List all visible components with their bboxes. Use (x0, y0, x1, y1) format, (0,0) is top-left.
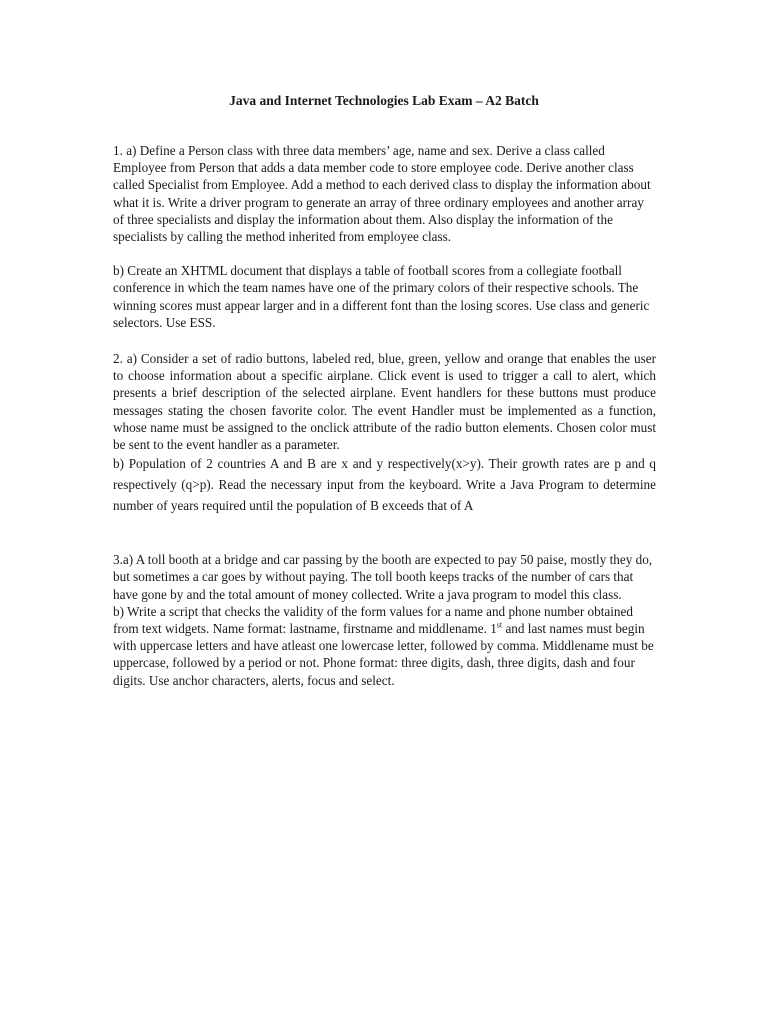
question-2a: 2. a) Consider a set of radio buttons, labeled red, blue, green, yellow and orange that enables the user to choose information about a specific airplane. Click event is used to trigger a call to alert, which presents a brief description of the selected airplane. Event handlers for these buttons must produce messages stating the chosen favorite color. The event Handler must be implemented as a function, whose name must be assigned to the onclick attribute of the radio button elements. Chosen color must be sent to the event handler as a parameter. (113, 351, 656, 453)
question-3b-text-end: and last names must begin with uppercase letters and have atleast one lowercase letter, followed by comma. Middlename must be uppercase, followed by a period or not. Phone format: three digits, dash, three digits, dash and four digits. Use anchor characters, alerts, focus and select. (113, 621, 654, 688)
question-1b: b) Create an XHTML document that displays a table of football scores from a collegiate football conference in which the team names have one of the primary colors of their respective schools. The winning scores must appear larger and in a different font than the losing scores. Use class and generic selectors. Use ESS. (113, 263, 650, 330)
question-1a: 1. a) Define a Person class with three data members’ age, name and sex. Derive a class called Employee from Person that adds a data member code to store employee code. Derive another class called Specialist from Employee. Add a method to each derived class to display the information about what it is. Write a driver program to generate an array of three ordinary employees and another array of three specialists and display the information about them. Also display the information of the specialists by calling the method inherited from employee class. (113, 143, 651, 245)
document-title: Java and Internet Technologies Lab Exam – A2 Batch (229, 93, 539, 108)
question-3b-text-start: b) Write a script that checks the validity of the form values for a name and phone number obtained from text widgets. Name format: lastname, firstname and middlename. 1 (113, 603, 633, 637)
question-3b (113, 603, 656, 689)
question-3a: 3.a) A toll booth at a bridge and car passing by the booth are expected to pay 50 paise, mostly they do, but sometimes a car goes by without paying. The toll booth keeps tracks of the number of cars that have gone by and the total amount of money collected. Write a java program to model this class. (113, 552, 653, 602)
ordinal-superscript: st (496, 620, 503, 630)
document-body (113, 142, 656, 689)
question-2b: b) Population of 2 countries A and B are x and y respectively(x>y). Their growth rates are p and q respectively (q>p). Read the necessary input from the keyboard. Write a Java Program to determine number of years required until the population of B exceeds that of A (113, 456, 656, 514)
